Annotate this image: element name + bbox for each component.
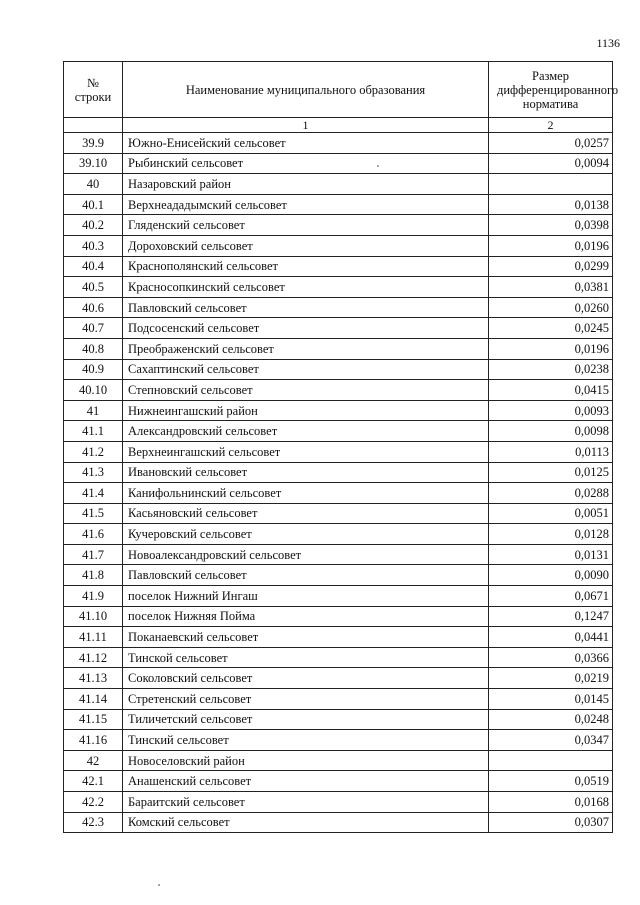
table-row <box>64 380 613 401</box>
row-number-cell: 42.3 <box>64 812 123 833</box>
table-row <box>64 668 613 689</box>
normative-value-cell: 0,0131 <box>489 544 613 565</box>
normative-value-cell: 0,0094 <box>489 153 613 174</box>
normative-value-cell: 0,0093 <box>489 400 613 421</box>
normative-value-cell: 0,0125 <box>489 462 613 483</box>
row-number-cell: 41.7 <box>64 544 123 565</box>
row-number-cell: 41.16 <box>64 730 123 751</box>
normative-value-cell: 0,0196 <box>489 338 613 359</box>
table-row <box>64 421 613 442</box>
table-row <box>64 544 613 565</box>
row-number-cell: 40.4 <box>64 256 123 277</box>
municipality-name-cell: Канифольнинский сельсовет <box>123 483 489 504</box>
municipality-name-cell: Краснополянский сельсовет <box>123 256 489 277</box>
municipality-name-cell: Соколовский сельсовет <box>123 668 489 689</box>
row-number-cell: 40.1 <box>64 194 123 215</box>
column-index-row <box>64 118 613 133</box>
table-row <box>64 462 613 483</box>
scan-speck <box>377 165 379 167</box>
normative-value-cell: 0,0398 <box>489 215 613 236</box>
normative-value-cell: 0,0113 <box>489 441 613 462</box>
normative-value-cell: 0,0238 <box>489 359 613 380</box>
municipality-name-cell: поселок Нижний Ингаш <box>123 586 489 607</box>
municipality-name-cell: Южно-Енисейский сельсовет <box>123 133 489 154</box>
row-number-cell: 41.2 <box>64 441 123 462</box>
row-number-cell: 41.15 <box>64 709 123 730</box>
normative-value-cell: 0,0671 <box>489 586 613 607</box>
normative-value-cell: 0,0090 <box>489 565 613 586</box>
normative-value-cell <box>489 174 613 195</box>
municipality-name-cell: Красносопкинский сельсовет <box>123 277 489 298</box>
row-number-cell: 40.7 <box>64 318 123 339</box>
normative-value-cell: 0,0168 <box>489 792 613 813</box>
normative-value-cell: 0,0366 <box>489 647 613 668</box>
column-index-2: 2 <box>489 118 613 133</box>
row-number-cell: 42 <box>64 750 123 771</box>
table-row <box>64 400 613 421</box>
table-row <box>64 771 613 792</box>
municipality-name-cell: Бараитский сельсовет <box>123 792 489 813</box>
table-row <box>64 792 613 813</box>
table-body <box>64 133 613 833</box>
row-number-cell: 41.4 <box>64 483 123 504</box>
normative-value-cell: 0,0098 <box>489 421 613 442</box>
row-number-cell: 42.1 <box>64 771 123 792</box>
normative-value-cell: 0,0145 <box>489 689 613 710</box>
municipality-name-cell: Дороховский сельсовет <box>123 235 489 256</box>
table-row <box>64 812 613 833</box>
table-row <box>64 586 613 607</box>
row-number-cell: 40 <box>64 174 123 195</box>
normative-value-cell: 0,0260 <box>489 297 613 318</box>
header-normative-size: Размер дифференцированного норматива <box>489 62 613 118</box>
table-row <box>64 318 613 339</box>
municipality-name-cell: Комский сельсовет <box>123 812 489 833</box>
municipality-name-cell: Новоселовский район <box>123 750 489 771</box>
header-row-number: № строки <box>64 62 123 118</box>
row-number-cell: 41.12 <box>64 647 123 668</box>
row-number-cell: 41.5 <box>64 503 123 524</box>
normative-value-cell: 0,0415 <box>489 380 613 401</box>
table-row <box>64 194 613 215</box>
normative-value-cell: 0,0257 <box>489 133 613 154</box>
table-row <box>64 297 613 318</box>
row-number-cell: 41.8 <box>64 565 123 586</box>
municipality-name-cell: Гляденский сельсовет <box>123 215 489 236</box>
municipality-name-cell: Преображенский сельсовет <box>123 338 489 359</box>
header-municipality-name: Наименование муниципального образования <box>123 62 489 118</box>
municipality-name-cell: Ивановский сельсовет <box>123 462 489 483</box>
municipality-name-cell: Кучеровский сельсовет <box>123 524 489 545</box>
municipality-name-cell: Александровский сельсовет <box>123 421 489 442</box>
municipality-name-cell: Поканаевский сельсовет <box>123 627 489 648</box>
normative-value-cell: 0,0219 <box>489 668 613 689</box>
municipality-name-cell: Верхнеададымский сельсовет <box>123 194 489 215</box>
municipality-name-cell: Сахаптинский сельсовет <box>123 359 489 380</box>
normative-value-cell: 0,0441 <box>489 627 613 648</box>
row-number-cell: 41 <box>64 400 123 421</box>
municipality-name-cell: Нижнеингашский район <box>123 400 489 421</box>
table-row <box>64 606 613 627</box>
row-number-cell: 39.9 <box>64 133 123 154</box>
table-row <box>64 524 613 545</box>
row-number-cell: 41.14 <box>64 689 123 710</box>
table-row <box>64 627 613 648</box>
normative-value-cell: 0,0299 <box>489 256 613 277</box>
table-row <box>64 153 613 174</box>
row-number-cell: 40.10 <box>64 380 123 401</box>
municipality-name-cell: Касьяновский сельсовет <box>123 503 489 524</box>
table-row <box>64 647 613 668</box>
row-number-cell: 41.13 <box>64 668 123 689</box>
normative-value-cell: 0,0138 <box>489 194 613 215</box>
municipality-name-cell: Стретенский сельсовет <box>123 689 489 710</box>
municipality-name-cell: поселок Нижняя Пойма <box>123 606 489 627</box>
row-number-cell: 39.10 <box>64 153 123 174</box>
municipality-name-cell: Верхнеингашский сельсовет <box>123 441 489 462</box>
normative-value-cell: 0,0245 <box>489 318 613 339</box>
row-number-cell: 40.5 <box>64 277 123 298</box>
page-number: 1136 <box>596 36 620 50</box>
table-row <box>64 215 613 236</box>
normative-value-cell: 0,0381 <box>489 277 613 298</box>
row-number-cell: 40.8 <box>64 338 123 359</box>
normative-value-cell: 0,0248 <box>489 709 613 730</box>
table-row <box>64 174 613 195</box>
table-header-row <box>64 62 613 118</box>
table-row <box>64 750 613 771</box>
normative-value-cell: 0,0347 <box>489 730 613 751</box>
table-row <box>64 235 613 256</box>
normative-value-cell: 0,0288 <box>489 483 613 504</box>
column-index-empty <box>64 118 123 133</box>
normative-value-cell: 0,0519 <box>489 771 613 792</box>
normative-table <box>63 61 619 833</box>
normative-value-cell <box>489 750 613 771</box>
table-row <box>64 483 613 504</box>
table-row <box>64 338 613 359</box>
normative-value-cell: 0,0051 <box>489 503 613 524</box>
municipality-name-cell: Назаровский район <box>123 174 489 195</box>
municipality-name-cell: Подсосенский сельсовет <box>123 318 489 339</box>
row-number-cell: 41.6 <box>64 524 123 545</box>
municipality-name-cell: Тиличетский сельсовет <box>123 709 489 730</box>
row-number-cell: 40.6 <box>64 297 123 318</box>
municipality-name-cell: Тинский сельсовет <box>123 730 489 751</box>
table-row <box>64 359 613 380</box>
row-number-cell: 40.9 <box>64 359 123 380</box>
row-number-cell: 42.2 <box>64 792 123 813</box>
table-row <box>64 565 613 586</box>
row-number-cell: 40.3 <box>64 235 123 256</box>
municipality-name-cell: Анашенский сельсовет <box>123 771 489 792</box>
table-row <box>64 133 613 154</box>
table-row <box>64 730 613 751</box>
table-row <box>64 256 613 277</box>
normative-value-cell: 0,1247 <box>489 606 613 627</box>
municipality-name-cell: Павловский сельсовет <box>123 565 489 586</box>
normative-value-cell: 0,0196 <box>489 235 613 256</box>
row-number-cell: 41.3 <box>64 462 123 483</box>
table-row <box>64 441 613 462</box>
scan-speck <box>158 884 160 886</box>
row-number-cell: 41.10 <box>64 606 123 627</box>
normative-value-cell: 0,0307 <box>489 812 613 833</box>
table-row <box>64 277 613 298</box>
table-row <box>64 503 613 524</box>
row-number-cell: 41.11 <box>64 627 123 648</box>
normative-value-cell: 0,0128 <box>489 524 613 545</box>
municipality-name-cell: Новоалександровский сельсовет <box>123 544 489 565</box>
municipality-name-cell: Тинской сельсовет <box>123 647 489 668</box>
column-index-1: 1 <box>123 118 489 133</box>
row-number-cell: 40.2 <box>64 215 123 236</box>
table-row <box>64 709 613 730</box>
row-number-cell: 41.1 <box>64 421 123 442</box>
municipality-name-cell: Рыбинский сельсовет <box>123 153 489 174</box>
municipality-name-cell: Павловский сельсовет <box>123 297 489 318</box>
table-row <box>64 689 613 710</box>
row-number-cell: 41.9 <box>64 586 123 607</box>
municipality-name-cell: Степновский сельсовет <box>123 380 489 401</box>
